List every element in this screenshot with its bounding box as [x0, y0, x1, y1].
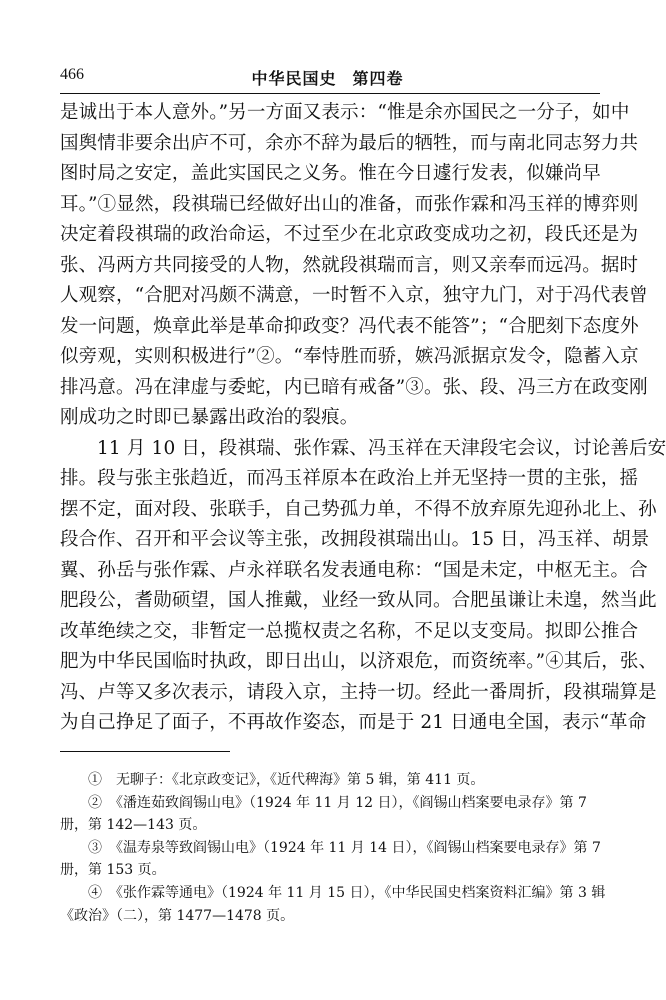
body-line: 排冯意。冯在津虚与委蛇，内已暗有戒备”③。张、段、冯三方在政变刚	[60, 376, 648, 398]
body-text	[60, 98, 666, 739]
footnote	[60, 792, 600, 837]
page-number: 466	[60, 66, 84, 83]
footnote-line: 《政治》（二），第 1477—1478 页。	[60, 907, 295, 924]
body-line: 人观察，“合肥对冯颇不满意，一时暂不入京，独守九门，对于冯代表曾	[60, 285, 648, 306]
body-line: 改革绝续之交，非暂定一总揽权责之名称，不足以支变局。拟即公推合	[60, 620, 639, 642]
footnote	[60, 769, 600, 792]
footnote	[60, 882, 606, 927]
body-line: 肥段公，耆勋硕望，国人推戴，业经一致从同。合肥虽谦让未遑，然当此	[60, 590, 657, 611]
body-line: 肥为中华民国临时执政，即日出山，以济艰危，而资统率。”④其后，张、	[60, 651, 658, 672]
body-line: 张、冯两方共同接受的人物，然就段祺瑞而言，则又亲奉而远冯。据时	[60, 254, 639, 276]
body-line: 摆不定，面对段、张联手，自己势孤力单，不得不放弃原先迎孙北上、孙	[60, 498, 657, 520]
body-line: 冯、卢等又多次表示，请段入京，主持一切。经此一番周折，段祺瑞算是	[60, 681, 657, 703]
footnote	[60, 837, 600, 882]
footnote-line: 册，第 153 页。	[60, 862, 166, 879]
footnotes	[60, 769, 606, 927]
body-line: 似旁观，实则积极进行”②。“奉恃胜而骄，嫉冯派据京发令，隐蓄入京	[60, 346, 639, 367]
body-line: 是诚出于本人意外。”另一方面又表示：“惟是余亦国民之一分子，如中	[60, 102, 630, 123]
body-line: 发一问题，焕章此举是革命抑政变？冯代表不能答”；“合肥刻下态度外	[60, 315, 639, 337]
body-line: 为自己挣足了面子，不再故作姿态，而是于 21 日通电全国，表示“革命	[60, 712, 647, 733]
header-rule	[60, 93, 600, 94]
body-line: 国舆情非要余出庐不可，余亦不辞为最后的牺牲，而与南北同志努力共	[60, 132, 639, 154]
body-line: 段合作、召开和平会议等主张，改拥段祺瑞出山。15 日，冯玉祥、胡景	[60, 529, 650, 550]
footnote-line: 册，第 142—143 页。	[60, 817, 207, 834]
body-line: 11 月 10 日，段祺瑞、张作霖、冯玉祥在天津段宅会议，讨论善后安	[97, 437, 666, 459]
body-line: 翼、孙岳与张作霖、卢永祥联名发表通电称：“国是未定，中枢无主。合	[60, 559, 648, 581]
body-line: 耳。”①显然，段祺瑞已经做好出山的准备，而张作霖和冯玉祥的博弈则	[60, 193, 639, 215]
footnote-line: ② 《潘连茹致阎锡山电》（1924 年 11 月 12 日），《阎锡山档案要电录存》第 7	[88, 794, 587, 811]
book-title: 中华民国史	[251, 69, 337, 88]
running-header	[60, 66, 595, 90]
footnote-line: ① 无聊子：《北京政变记》，《近代稗海》第 5 辑，第 411 页。	[88, 772, 485, 788]
body-line: 决定着段祺瑞的政治命运，不过至少在北京政变成功之初，段氏还是为	[60, 224, 639, 245]
footnote-separator	[60, 751, 230, 752]
body-line: 图时局之安定，盖此实国民之义务。惟在今日遽行发表，似嫌尚早	[60, 163, 601, 184]
volume-label: 第四卷	[352, 69, 404, 88]
footnote-line: ④ 《张作霖等通电》（1924 年 11 月 15 日），《中华民国史档案资料汇编》第 3 辑	[88, 884, 606, 901]
footnote-line: ③ 《温寿泉等致阎锡山电》（1924 年 11 月 14 日），《阎锡山档案要电录存》第 7	[88, 839, 601, 856]
running-title	[60, 66, 595, 89]
body-line: 排。段与张主张趋近，而冯玉祥原本在政治上并无坚持一贯的主张，摇	[60, 468, 639, 489]
body-line: 刚成功之时即已暴露出政治的裂痕。	[60, 407, 359, 428]
